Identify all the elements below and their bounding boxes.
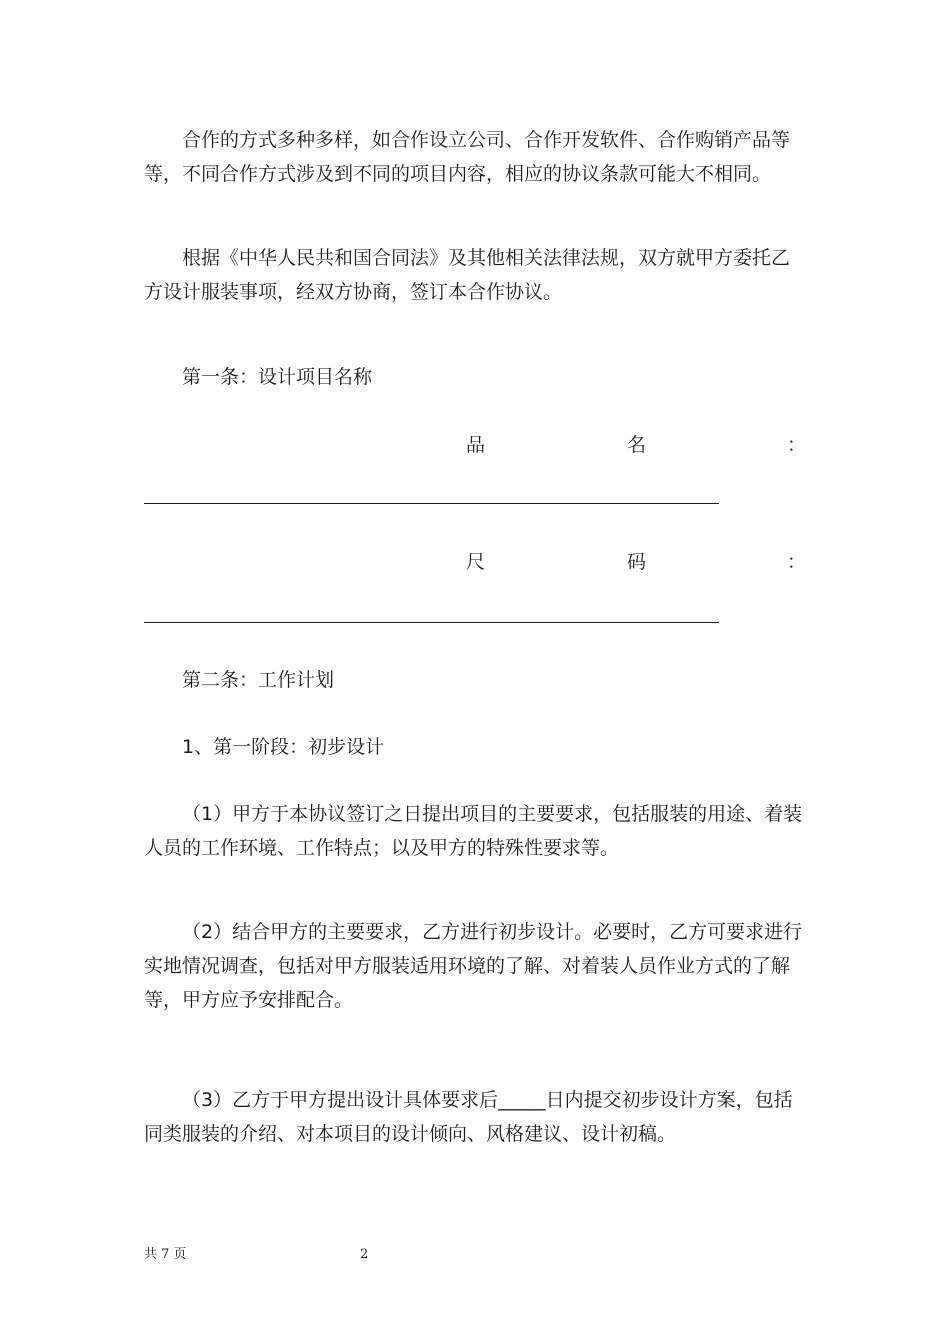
article-2-heading: 第二条：工作计划 (182, 669, 335, 691)
paragraph-cooperation-methods: 合作的方式多种多样，如合作设立公司、合作开发软件、合作购销产品等等，不同合作方式涉及到不同的项目内容，相应的协议条款可能大不相同。 (144, 129, 791, 185)
size-blank-line (144, 622, 719, 623)
product-name-colon: ： (787, 434, 807, 456)
item-1-paragraph: （1）甲方于本协议签订之日提出项目的主要要求，包括服装的用途、着装人员的工作环境、工作特点；以及甲方的特殊性要求等。 (144, 803, 803, 859)
footer-total-pages: 共 7 页 (144, 1247, 187, 1262)
product-name-label-char1: 品 (466, 434, 486, 456)
product-name-blank-line (144, 503, 719, 504)
paragraph-legal-basis: 根据《中华人民共和国合同法》及其他相关法律法规，双方就甲方委托乙方设计服装事项，经双方协商，签订本合作协议。 (144, 247, 791, 303)
size-colon: ： (787, 551, 807, 573)
article-1-heading: 第一条：设计项目名称 (182, 366, 373, 388)
product-name-label-char2: 名 (627, 434, 647, 456)
item-3-paragraph: （3）乙方于甲方提出设计具体要求后_____日内提交初步设计方案，包括同类服装的介绍、对本项目的设计倾向、风格建议、设计初稿。 (144, 1089, 793, 1145)
size-label-char2: 码 (627, 551, 647, 573)
footer-page-number: 2 (360, 1247, 369, 1262)
stage-1-heading: 1、第一阶段：初步设计 (182, 736, 385, 758)
item-2-paragraph: （2）结合甲方的主要要求，乙方进行初步设计。必要时，乙方可要求进行实地情况调查，包括对甲方服装适用环境的了解、对着装人员作业方式的了解等，甲方应予安排配合。 (144, 921, 803, 1011)
size-label-char1: 尺 (466, 551, 486, 573)
